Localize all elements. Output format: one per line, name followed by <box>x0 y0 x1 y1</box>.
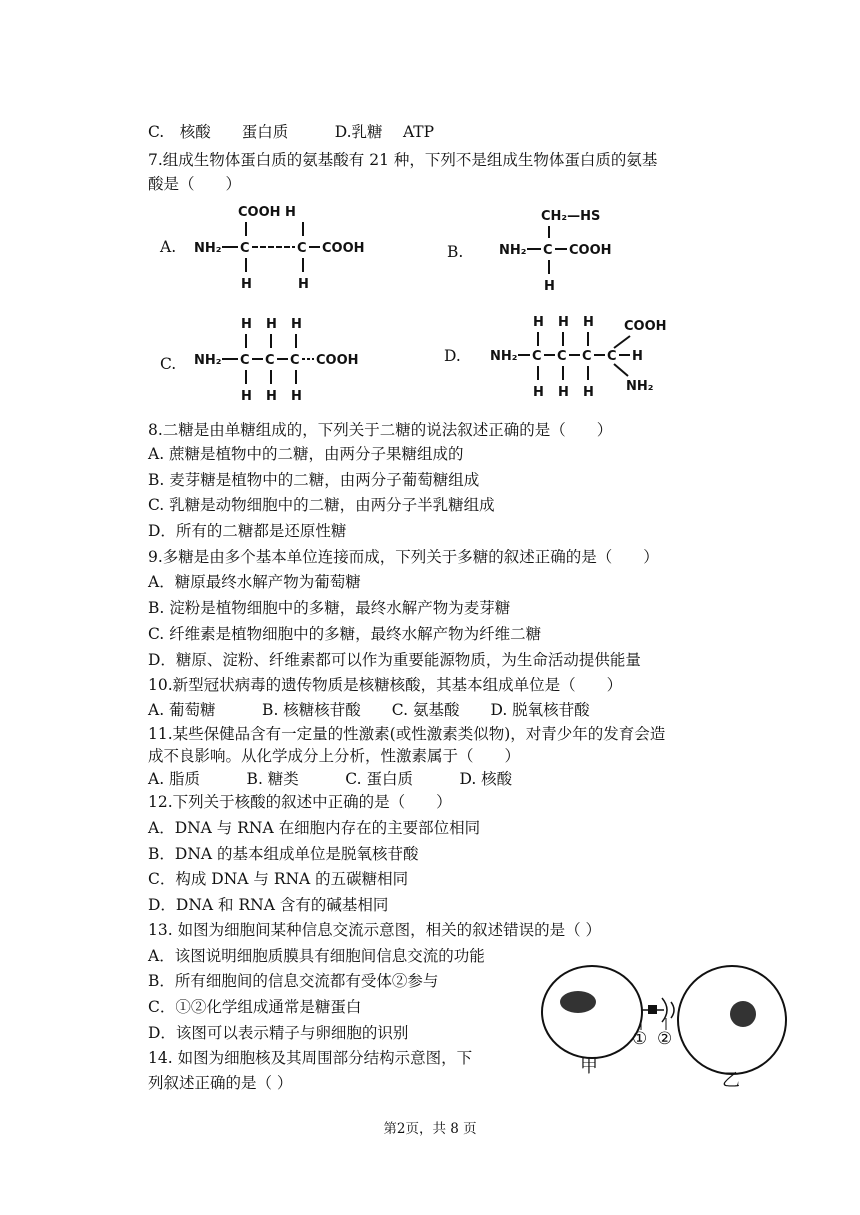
svg-text:H: H <box>241 277 252 292</box>
svg-text:C: C <box>607 349 617 364</box>
svg-text:②: ② <box>657 1029 673 1049</box>
svg-text:C: C <box>532 349 542 364</box>
svg-text:H: H <box>291 317 302 332</box>
q11-options: A. 脂质 B. 糖类 C. 蛋白质 D. 核酸 <box>148 770 513 788</box>
svg-text:H: H <box>533 315 544 330</box>
q7-stem-line1: 7.组成生物体蛋白质的氨基酸有 21 种，下列不是组成生物体蛋白质的氨基 <box>148 151 658 169</box>
q7-option-a-label: A. <box>160 238 177 256</box>
q8-option-b: B. 麦芽糖是植物中的二糖，由两分子葡萄糖组成 <box>148 471 480 489</box>
svg-text:C: C <box>297 241 307 256</box>
q12-option-d: D．DNA 和 RNA 含有的碱基相同 <box>148 896 389 914</box>
q12-stem: 12.下列关于核酸的叙述中正确的是（ ） <box>148 793 452 811</box>
svg-text:C: C <box>290 353 300 368</box>
svg-text:NH₂: NH₂ <box>626 379 654 394</box>
q8-option-c: C. 乳糖是动物细胞中的二糖，由两分子半乳糖组成 <box>148 496 495 514</box>
q9-stem: 9.多糖是由多个基本单位连接而成，下列关于多糖的叙述正确的是（ ） <box>148 548 659 566</box>
svg-text:C: C <box>557 349 567 364</box>
svg-text:C: C <box>543 243 553 258</box>
q8-option-d: D．所有的二糖都是还原性糖 <box>148 522 347 540</box>
q14-stem-line1: 14. 如图为细胞核及其周围部分结构示意图，下 <box>148 1049 473 1067</box>
q7-structure-a <box>190 198 390 302</box>
svg-text:COOH: COOH <box>322 241 365 256</box>
q7-stem-line2: 酸是（ ） <box>148 175 242 193</box>
svg-text:NH₂: NH₂ <box>194 241 222 256</box>
q10-stem: 10.新型冠状病毒的遗传物质是核糖核酸，其基本组成单位是（ ） <box>148 676 623 694</box>
q12-option-b: B．DNA 的基本组成单位是脱氧核苷酸 <box>148 845 419 863</box>
svg-text:COOH: COOH <box>624 319 667 334</box>
q9-option-d: D．糖原、淀粉、纤维素都可以作为重要能源物质，为生命活动提供能量 <box>148 651 641 669</box>
q11-stem-line1: 11.某些保健品含有一定量的性激素(或性激素类似物)，对青少年的发育会造 <box>148 725 666 743</box>
svg-text:NH₂: NH₂ <box>499 243 527 258</box>
q13-option-d: D．该图可以表示精子与卵细胞的识别 <box>148 1024 409 1042</box>
svg-text:H: H <box>266 317 277 332</box>
q7-structure-d <box>490 306 680 410</box>
svg-text:C: C <box>582 349 592 364</box>
svg-text:C: C <box>240 241 250 256</box>
svg-text:C: C <box>265 353 275 368</box>
svg-text:H: H <box>632 349 643 364</box>
cell-signaling-diagram <box>540 962 790 1092</box>
svg-text:H: H <box>583 385 594 400</box>
svg-text:H: H <box>241 389 252 404</box>
svg-text:H: H <box>533 385 544 400</box>
svg-text:NH₂: NH₂ <box>194 353 222 368</box>
q14-stem-line2: 列叙述正确的是（ ） <box>148 1074 293 1092</box>
svg-text:H: H <box>291 389 302 404</box>
svg-text:H: H <box>266 389 277 404</box>
svg-text:CH₂—HS: CH₂—HS <box>541 209 601 224</box>
q9-option-a: A．糖原最终水解产物为葡萄糖 <box>148 573 361 591</box>
svg-text:H: H <box>544 279 555 294</box>
svg-text:H: H <box>241 317 252 332</box>
q13-option-b: B．所有细胞间的信息交流都有受体②参与 <box>148 972 439 990</box>
svg-text:H: H <box>558 315 569 330</box>
svg-text:乙: 乙 <box>722 1070 740 1091</box>
q8-option-a: A. 蔗糖是植物中的二糖，由两分子果糖组成的 <box>148 445 464 463</box>
q9-option-b: B. 淀粉是植物细胞中的多糖，最终水解产物为麦芽糖 <box>148 599 511 617</box>
svg-text:C: C <box>240 353 250 368</box>
svg-text:COOH: COOH <box>316 353 359 368</box>
svg-text:甲: 甲 <box>580 1056 598 1077</box>
q10-options: A. 葡萄糖 B. 核糖核苷酸 C. 氨基酸 D. 脱氧核苷酸 <box>148 701 590 719</box>
q7-option-b-label: B. <box>447 243 464 261</box>
q13-option-c: C．①②化学组成通常是糖蛋白 <box>148 998 362 1016</box>
q12-option-c: C．构成 DNA 与 RNA 的五碳糖相同 <box>148 870 409 888</box>
svg-text:H: H <box>583 315 594 330</box>
svg-text:H: H <box>298 277 309 292</box>
q7-structure-c <box>190 308 390 412</box>
page-footer: 第2页，共 8 页 <box>383 1121 477 1137</box>
svg-text:NH₂: NH₂ <box>490 349 518 364</box>
q8-stem: 8.二糖是由单糖组成的，下列关于二糖的说法叙述正确的是（ ） <box>148 421 613 439</box>
q11-stem-line2: 成不良影响。从化学成分上分析，性激素属于（ ） <box>148 747 521 765</box>
q13-stem: 13. 如图为细胞间某种信息交流示意图，相关的叙述错误的是（ ） <box>148 921 602 939</box>
svg-text:COOH: COOH <box>569 243 612 258</box>
svg-text:①: ① <box>632 1029 648 1049</box>
q7-option-d-label: D. <box>444 347 461 365</box>
q7-option-c-label: C. <box>160 355 177 373</box>
svg-text:H: H <box>558 385 569 400</box>
q12-option-a: A．DNA 与 RNA 在细胞内存在的主要部位相同 <box>148 819 481 837</box>
svg-text:COOH H: COOH H <box>238 205 296 220</box>
q9-option-c: C. 纤维素是植物细胞中的多糖，最终水解产物为纤维二糖 <box>148 625 542 643</box>
q6-option-cd: C. 核酸 蛋白质 D.乳糖 ATP <box>148 123 435 141</box>
q13-option-a: A．该图说明细胞质膜具有细胞间信息交流的功能 <box>148 947 485 965</box>
q7-structure-b <box>495 198 635 302</box>
